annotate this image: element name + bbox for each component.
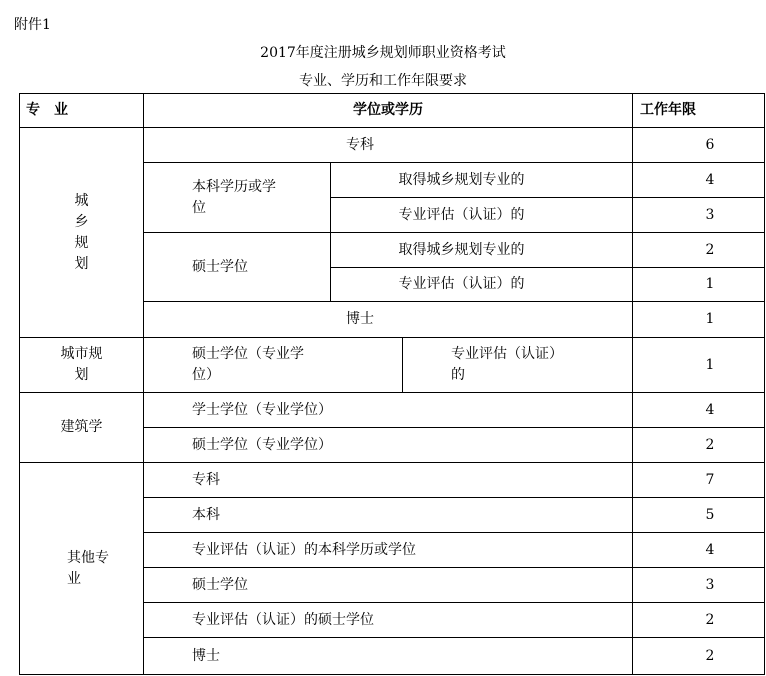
attachment-label: 附件1 <box>14 17 51 33</box>
degree-row: 博士 <box>192 648 220 664</box>
degree-doctor: 博士 <box>346 311 374 327</box>
major-city-planning: 城市规 划 <box>60 346 103 383</box>
years-value: 3 <box>705 206 715 223</box>
years-value: 2 <box>705 436 715 453</box>
years-value: 4 <box>705 401 715 418</box>
document-subtitle: 专业、学历和工作年限要求 <box>299 73 467 89</box>
major-architecture: 建筑学 <box>60 419 103 435</box>
years-value: 3 <box>705 576 715 593</box>
degree-row: 硕士学位 <box>192 576 248 593</box>
degree-row: 专业评估（认证）的本科学历或学位 <box>192 541 416 558</box>
degree-row: 专科 <box>192 471 220 488</box>
degree-row: 专业评估（认证）的硕士学位 <box>192 611 374 628</box>
years-value: 1 <box>705 311 715 327</box>
years-value: 6 <box>705 136 715 153</box>
condition-accredited: 专业评估（认证）的 <box>398 276 525 292</box>
years-value: 4 <box>705 171 715 188</box>
degree-bachelor: 本科学历或学 位 <box>192 178 276 216</box>
years-value: 7 <box>705 471 715 488</box>
degree-master-professional: 硕士学位（专业学位） <box>192 436 332 453</box>
header-degree: 学位或学历 <box>353 102 423 118</box>
years-value: 1 <box>705 356 715 373</box>
condition-urban-rural-major: 取得城乡规划专业的 <box>398 241 525 258</box>
years-value: 2 <box>705 241 715 258</box>
degree-master: 硕士学位 <box>192 258 248 275</box>
degree-master-professional: 硕士学位（专业学 位） <box>192 346 304 383</box>
years-value: 1 <box>705 276 715 292</box>
degree-zhuanke: 专科 <box>346 136 374 153</box>
header-years: 工作年限 <box>640 102 696 118</box>
years-value: 2 <box>705 648 715 664</box>
years-value: 2 <box>705 611 715 628</box>
years-value: 5 <box>705 506 715 523</box>
degree-bachelor-professional: 学士学位（专业学位） <box>192 401 332 418</box>
condition-accredited: 专业评估（认证）的 <box>398 206 525 223</box>
document-title: 2017年度注册城乡规划师职业资格考试 <box>260 45 506 61</box>
major-other: 其他专 业 <box>67 550 109 587</box>
condition-accredited: 专业评估（认证） 的 <box>451 346 563 383</box>
major-urban-rural-planning: 城 乡 规 划 <box>74 192 89 272</box>
degree-row: 本科 <box>192 506 220 523</box>
years-value: 4 <box>705 541 715 558</box>
header-major: 专 业 <box>26 102 68 118</box>
col-divider <box>402 337 403 392</box>
condition-urban-rural-major: 取得城乡规划专业的 <box>398 171 525 188</box>
col-divider <box>143 93 144 675</box>
